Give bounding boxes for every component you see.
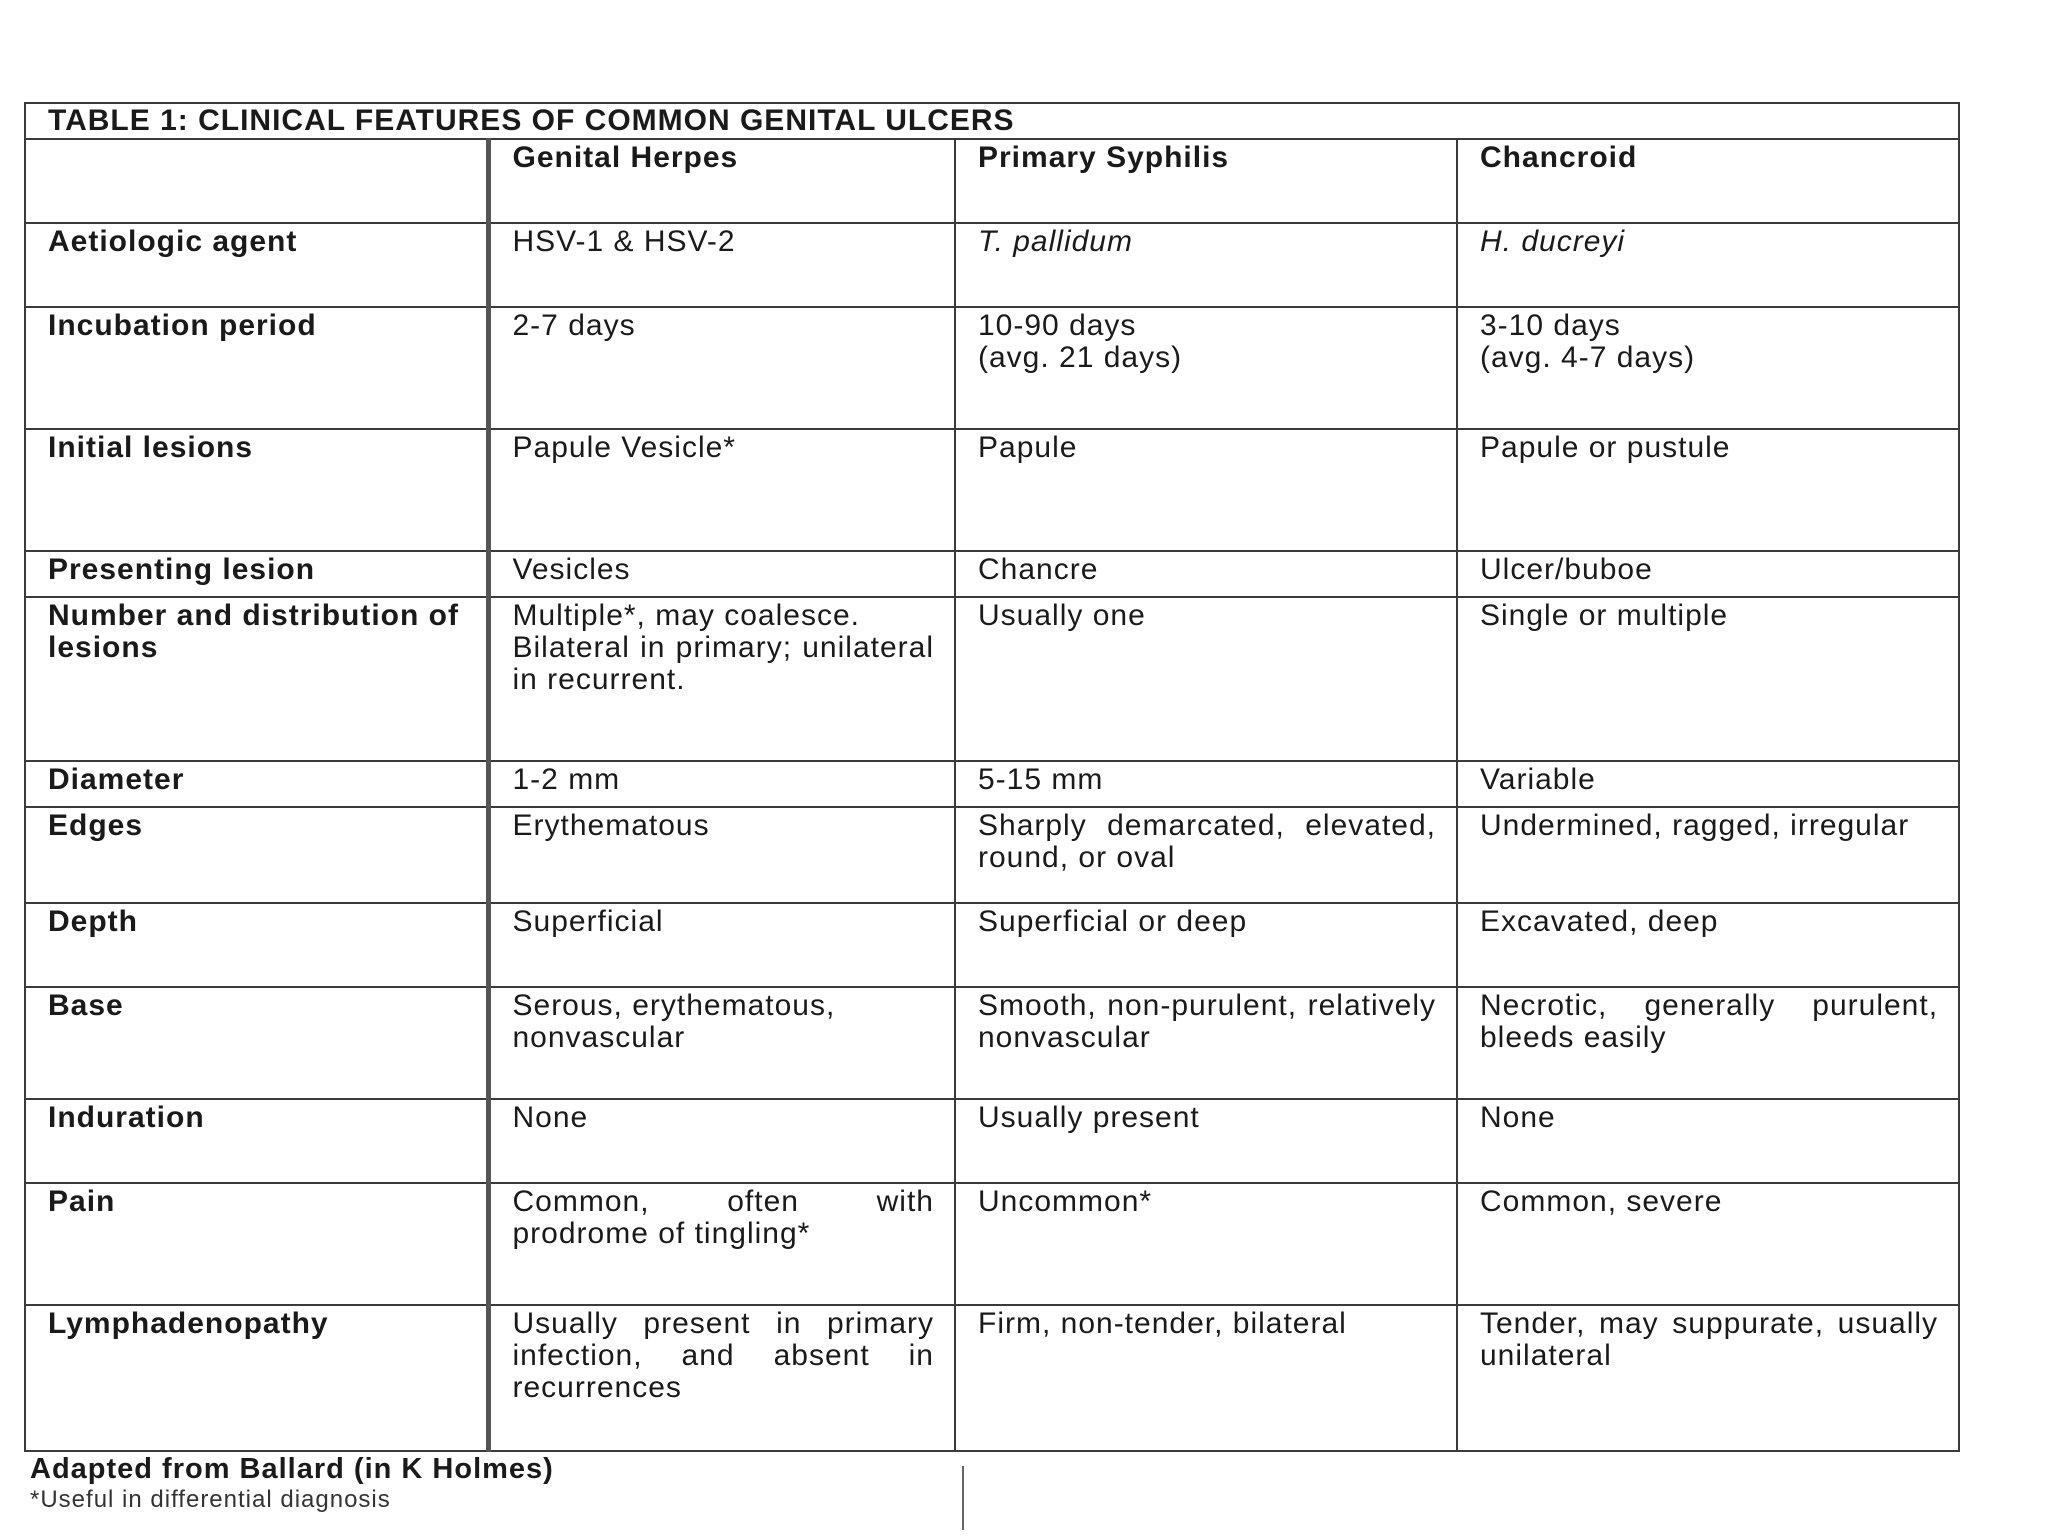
source-citation: Adapted from Ballard (in K Holmes) xyxy=(30,1453,554,1485)
table-cell: Tender, may suppurate, usually unilateral xyxy=(1457,1305,1959,1451)
clinical-features-table xyxy=(24,102,1960,1452)
table-cell: Erythematous xyxy=(488,807,955,903)
table-cell: Firm, non-tender, bilateral xyxy=(955,1305,1457,1451)
row-label: Base xyxy=(25,987,488,1099)
table-cell: None xyxy=(1457,1099,1959,1183)
vertical-divider xyxy=(962,1466,964,1530)
table-row xyxy=(25,807,1959,903)
table-cell: T. pallidum xyxy=(955,223,1457,307)
header-primary-syphilis: Primary Syphilis xyxy=(955,139,1457,223)
row-label: Induration xyxy=(25,1099,488,1183)
table-cell: 3-10 days (avg. 4-7 days) xyxy=(1457,307,1959,429)
row-label: Initial lesions xyxy=(25,429,488,551)
row-label: Presenting lesion xyxy=(25,551,488,597)
table-row xyxy=(25,1183,1959,1305)
table-cell: Excavated, deep xyxy=(1457,903,1959,987)
table-cell: Chancre xyxy=(955,551,1457,597)
table-cell: Ulcer/buboe xyxy=(1457,551,1959,597)
row-label: Lymphadenopathy xyxy=(25,1305,488,1451)
row-label: Aetiologic agent xyxy=(25,223,488,307)
row-label: Edges xyxy=(25,807,488,903)
table-cell: 2-7 days xyxy=(488,307,955,429)
table-row xyxy=(25,551,1959,597)
table-cell: Smooth, non-purulent, relatively nonvascular xyxy=(955,987,1457,1099)
table-row xyxy=(25,1305,1959,1451)
table-cell: Superficial or deep xyxy=(955,903,1457,987)
header-empty xyxy=(25,139,488,223)
table-cell: Usually present in primary infection, and absent in recurrences xyxy=(488,1305,955,1451)
table-cell: 5-15 mm xyxy=(955,761,1457,807)
table-cell: Common, often with prodrome of tingling* xyxy=(488,1183,955,1305)
table-cell: Multiple*, may coalesce. Bilateral in primary; unilateral in recurrent. xyxy=(488,597,955,761)
table-cell: Single or multiple xyxy=(1457,597,1959,761)
table-title: TABLE 1: CLINICAL FEATURES OF COMMON GENITAL ULCERS xyxy=(25,103,1959,139)
table-cell: Papule or pustule xyxy=(1457,429,1959,551)
table-cell: Vesicles xyxy=(488,551,955,597)
table-cell: Usually one xyxy=(955,597,1457,761)
row-label: Pain xyxy=(25,1183,488,1305)
table-row xyxy=(25,429,1959,551)
header-chancroid: Chancroid xyxy=(1457,139,1959,223)
table-cell: Undermined, ragged, irregular xyxy=(1457,807,1959,903)
row-label: Incubation period xyxy=(25,307,488,429)
table-row xyxy=(25,1099,1959,1183)
row-label: Depth xyxy=(25,903,488,987)
table-cell: H. ducreyi xyxy=(1457,223,1959,307)
row-label: Number and distribution of lesions xyxy=(25,597,488,761)
table-row xyxy=(25,761,1959,807)
table-cell: Necrotic, generally purulent, bleeds easily xyxy=(1457,987,1959,1099)
row-label: Diameter xyxy=(25,761,488,807)
table-row xyxy=(25,307,1959,429)
table-cell: Sharply demarcated, elevated, round, or oval xyxy=(955,807,1457,903)
table-cell: HSV-1 & HSV-2 xyxy=(488,223,955,307)
table-title-row xyxy=(25,103,1959,139)
table-cell: Serous, erythematous, nonvascular xyxy=(488,987,955,1099)
table-cell: Papule xyxy=(955,429,1457,551)
table-cell: None xyxy=(488,1099,955,1183)
table-header-row xyxy=(25,139,1959,223)
header-genital-herpes: Genital Herpes xyxy=(488,139,955,223)
footnote: *Useful in differential diagnosis xyxy=(30,1486,391,1513)
table-row xyxy=(25,987,1959,1099)
table-cell: 1-2 mm xyxy=(488,761,955,807)
table-row xyxy=(25,597,1959,761)
table-cell: Variable xyxy=(1457,761,1959,807)
table-cell: Papule Vesicle* xyxy=(488,429,955,551)
table-cell: Superficial xyxy=(488,903,955,987)
table-cell: 10-90 days (avg. 21 days) xyxy=(955,307,1457,429)
table-cell: Uncommon* xyxy=(955,1183,1457,1305)
table-cell: Usually present xyxy=(955,1099,1457,1183)
table-cell: Common, severe xyxy=(1457,1183,1959,1305)
table-row xyxy=(25,903,1959,987)
table-row xyxy=(25,223,1959,307)
